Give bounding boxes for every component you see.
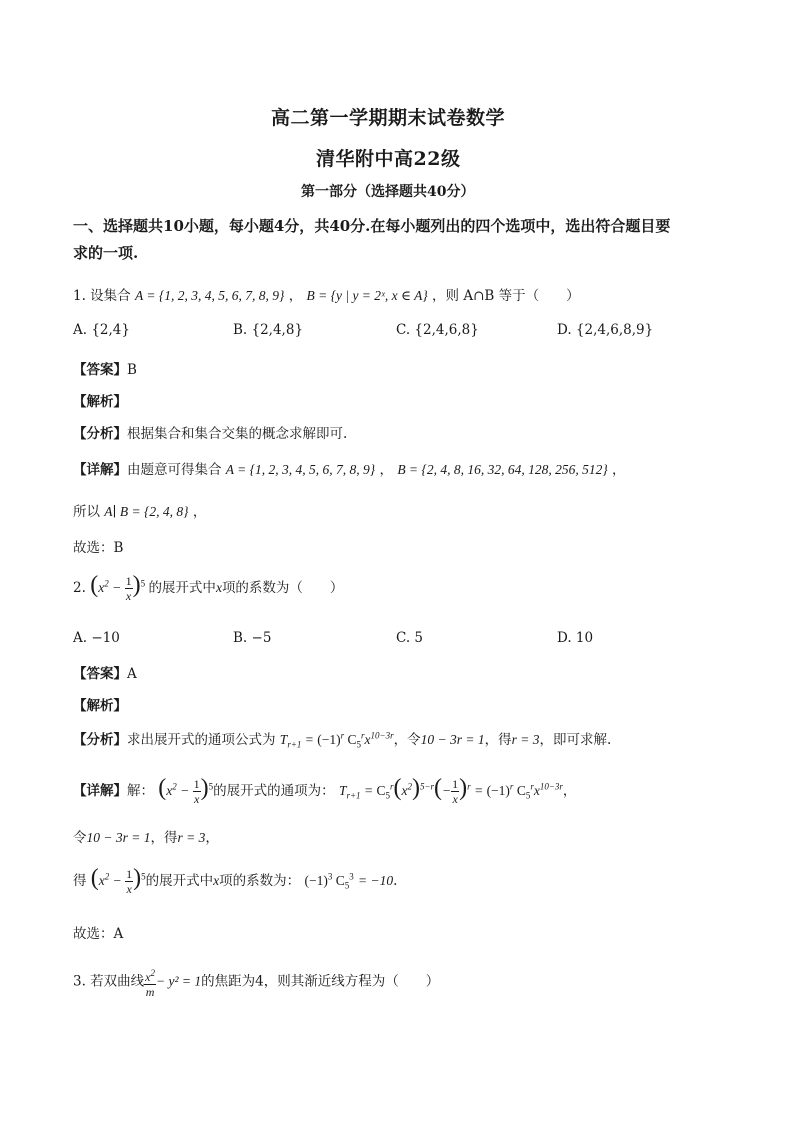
fenxi-tag: 【分析】 — [73, 732, 127, 748]
section-instruction-line2: 求的一项. — [73, 244, 139, 262]
q1-set-b: B = {y | y = 2ˣ, x ∈ A} — [306, 288, 428, 303]
q1-choose: 故选：B — [73, 540, 124, 556]
q2-fenxi — [73, 728, 611, 750]
fenxi-text: 根据集合和集合交集的概念求解即可. — [127, 426, 348, 442]
result-expression: ($x^2$ − $\frac{1}{x}$ )$^5$ — [90, 865, 146, 897]
fenxi-tag: 【分析】 — [73, 426, 127, 442]
expanded-general-term: $T_{r+1} = C_5^r(x^2)^{5-r}(-$ $\frac{1}{x}$ )$^r = (-1)^r$ $C_5^rx^{10-3r}$ — [338, 775, 563, 807]
fenxi-text4: ，即可求解. — [539, 732, 612, 748]
result-text2: 的展开式中 — [145, 873, 214, 889]
q1-suffix: ，则 A∩B 等于（ ） — [432, 288, 580, 304]
xiangjie-text: 由题意可得集合 — [127, 462, 222, 478]
q2-stem-x: x — [215, 580, 222, 595]
q1-analysis-tag: 【解析】 — [73, 394, 127, 410]
q1-xiangjie — [73, 458, 626, 478]
answer-value: B — [127, 362, 137, 378]
q2-result-line — [73, 866, 397, 896]
q1-so-line — [73, 500, 206, 520]
xiangjie-comma: ， — [379, 462, 394, 478]
q2-stem-text2: 项的系数为（ ） — [221, 580, 344, 596]
question-2-stem — [73, 573, 343, 603]
q2-option-c: C. 5 — [396, 630, 424, 646]
xiangjie-tag: 【详解】 — [73, 783, 127, 799]
q1-prefix: 1. 设集合 — [73, 288, 131, 304]
fenxi-text3: ，得 — [484, 732, 512, 748]
q2-stem-text: 的展开式中 — [148, 580, 216, 596]
de-eq: r = 3 — [177, 830, 206, 845]
section-instruction-line1: 一、选择题共10小题，每小题4分，共40分.在每小题列出的四个选项中，选出符合题目要 — [73, 217, 671, 235]
answer-tag: 【答案】 — [73, 362, 127, 378]
xiangjie-set-b: B = {2, 4, 8, 16, 32, 64, 128, 256, 512} — [397, 462, 608, 477]
q1-answer — [73, 358, 137, 378]
q1-option-b: B. {2,4,8} — [233, 322, 304, 338]
document-title: 高二第一学期期末试卷数学 — [271, 107, 506, 129]
result-text3: 项的系数为： — [219, 873, 301, 889]
general-term-formula: $T_{r+1} = (-1)^r$ $C_5^rx^{10-3r}$ — [279, 730, 394, 750]
q3-prefix: 3. 若双曲线 — [73, 973, 145, 990]
so-math: A∣ B = {2, 4, 8} — [104, 504, 189, 519]
result-de: 得 — [73, 873, 87, 889]
answer-tag: 【答案】 — [73, 666, 127, 682]
q1-option-a: A. {2,4} — [73, 322, 130, 338]
xiangjie-text2: 的展开式的通项为： — [213, 783, 335, 799]
q1-option-c: C. {2,4,6,8} — [396, 322, 479, 338]
binomial-expression: ($x^2$ − $\frac{1}{x}$ )$^5$ — [158, 775, 214, 807]
xiangjie-end: ， — [612, 462, 626, 478]
q2-option-a: A. −10 — [73, 630, 120, 646]
q1-set-a: A = {1, 2, 3, 4, 5, 6, 7, 8, 9} — [134, 288, 285, 303]
school-title: 清华附中高22级 — [316, 148, 461, 170]
part-heading: 第一部分（选择题共40分） — [301, 184, 475, 200]
xiangjie-tag: 【详解】 — [73, 462, 127, 478]
q1-comma: ， — [288, 288, 303, 304]
de-text: ，得 — [150, 830, 178, 846]
result-x: x — [213, 873, 220, 888]
result-end: . — [393, 873, 398, 889]
fenxi-eq1: 10 − 3r = 1 — [420, 732, 485, 747]
q2-xiangjie — [73, 776, 576, 806]
so-end: ， — [192, 504, 207, 520]
xiangjie-end: ， — [562, 783, 577, 799]
q2-ling-line — [73, 826, 219, 846]
q2-option-d: D. 10 — [557, 630, 594, 646]
q1-fenxi — [73, 422, 347, 442]
fenxi-text2: ，令 — [393, 732, 421, 748]
ling-text: 令 — [73, 830, 87, 846]
question-3-stem — [73, 966, 439, 999]
question-1-stem — [73, 284, 580, 304]
q2-answer — [73, 662, 137, 682]
coefficient-expression: $(-1)^3$ $C_5^3$ — [304, 871, 354, 891]
q2-choose: 故选：A — [73, 926, 124, 942]
q2-option-b: B. −5 — [233, 630, 272, 646]
de-end: ， — [205, 830, 219, 846]
fenxi-eq2: r = 3 — [511, 732, 540, 747]
q2-expression: ($x^2$ − $\frac{1}{x}$ )$^5$ — [90, 572, 146, 604]
xiangjie-text: 解： — [127, 783, 154, 799]
fenxi-text: 求出展开式的通项公式为 — [127, 732, 276, 748]
hyperbola-equation: $\frac{x^2}{m}$ — [145, 968, 155, 999]
q2-number: 2. — [73, 580, 86, 596]
answer-value: A — [127, 666, 137, 682]
ling-eq: 10 − 3r = 1 — [86, 830, 151, 845]
coefficient-result: = −10 — [358, 873, 394, 888]
q3-eq-tail: − y² = 1 — [156, 973, 202, 989]
xiangjie-set-a: A = {1, 2, 3, 4, 5, 6, 7, 8, 9} — [225, 462, 376, 477]
so-text: 所以 — [73, 504, 100, 520]
q3-text: 的焦距为4，则其渐近线方程为（ ） — [201, 973, 440, 990]
q1-option-d: D. {2,4,6,8,9} — [557, 322, 654, 338]
q2-analysis-tag: 【解析】 — [73, 698, 127, 714]
